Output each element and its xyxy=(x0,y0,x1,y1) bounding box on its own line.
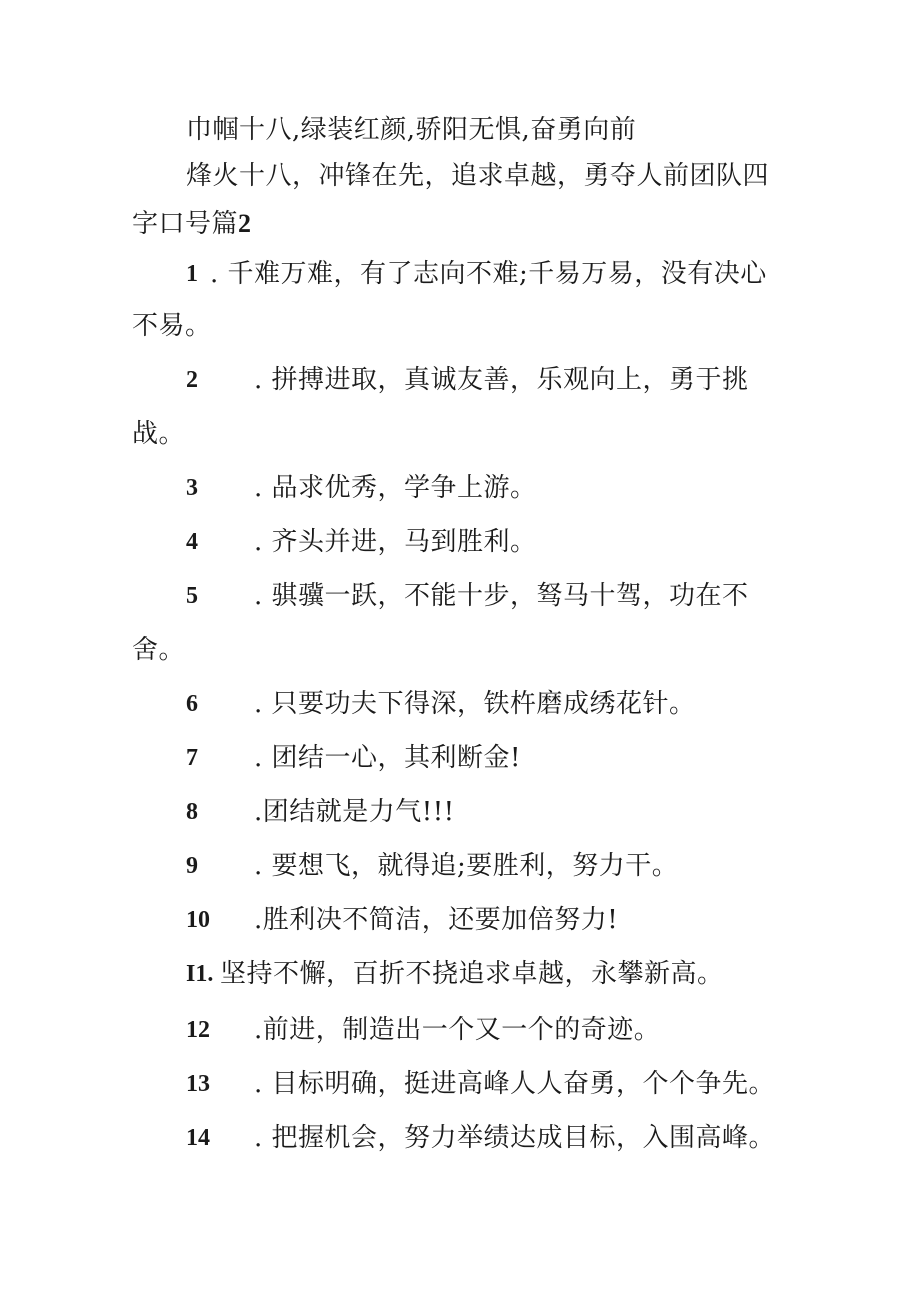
list-item-continuation: 战。 xyxy=(132,419,186,449)
list-item-number: 14 xyxy=(186,1125,210,1151)
list-item-number: 4 xyxy=(186,529,198,555)
list-item-text: . 目标明确，挺进高峰人人奋勇，个个争先。 xyxy=(254,1069,776,1099)
list-item-number: 7 xyxy=(186,745,198,771)
list-item-number: 2 xyxy=(186,367,198,393)
list-item-number: 6 xyxy=(186,691,198,717)
list-item-text: . 千难万难，有了志向不难;千易万易，没有决心 xyxy=(210,259,767,289)
list-item-text: .前进，制造出一个又一个的奇迹。 xyxy=(254,1015,661,1045)
list-item-text: . 齐头并进，马到胜利。 xyxy=(254,527,537,557)
list-item-number: 1 xyxy=(186,261,198,287)
list-item-continuation: 舍。 xyxy=(132,635,186,665)
intro-line-3-text: 字口号篇 xyxy=(132,209,239,239)
list-item-text: . 把握机会，努力举绩达成目标，入围高峰。 xyxy=(254,1123,776,1153)
intro-line-3-num: 2 xyxy=(238,209,252,238)
list-item-number: I1. xyxy=(186,961,214,987)
list-item-text: .团结就是力气!!! xyxy=(254,797,455,827)
list-item-number: 5 xyxy=(186,583,198,609)
intro-line-1: 巾帼十八,绿装红颜,骄阳无惧,奋勇向前 xyxy=(186,115,637,145)
list-item-continuation: 不易。 xyxy=(132,311,212,341)
list-item-text: . 只要功夫下得深，铁杵磨成绣花针。 xyxy=(254,689,696,719)
list-item-text: . 要想飞，就得追;要胜利，努力干。 xyxy=(254,851,679,881)
list-item-text: 坚持不懈，百折不挠追求卓越，永攀新高。 xyxy=(220,959,724,989)
list-item-text: . 骐骥一跃，不能十步，驽马十驾，功在不 xyxy=(254,581,749,611)
list-item-number: 9 xyxy=(186,853,198,879)
list-item-text: .胜利决不简洁，还要加倍努力! xyxy=(254,905,619,935)
intro-line-2: 烽火十八，冲锋在先，追求卓越，勇夺人前团队四 xyxy=(186,161,770,191)
list-item-number: 3 xyxy=(186,475,198,501)
intro-line-3 xyxy=(132,208,252,240)
list-item-text: . 拼搏进取，真诚友善，乐观向上，勇于挑 xyxy=(254,365,749,395)
list-item-number: 12 xyxy=(186,1017,210,1043)
list-item-text: . 团结一心，其利断金! xyxy=(254,743,521,773)
list-item-text: . 品求优秀，学争上游。 xyxy=(254,473,537,503)
list-item-number: 8 xyxy=(186,799,198,825)
list-item-number: 10 xyxy=(186,907,210,933)
list-item-number: 13 xyxy=(186,1071,210,1097)
